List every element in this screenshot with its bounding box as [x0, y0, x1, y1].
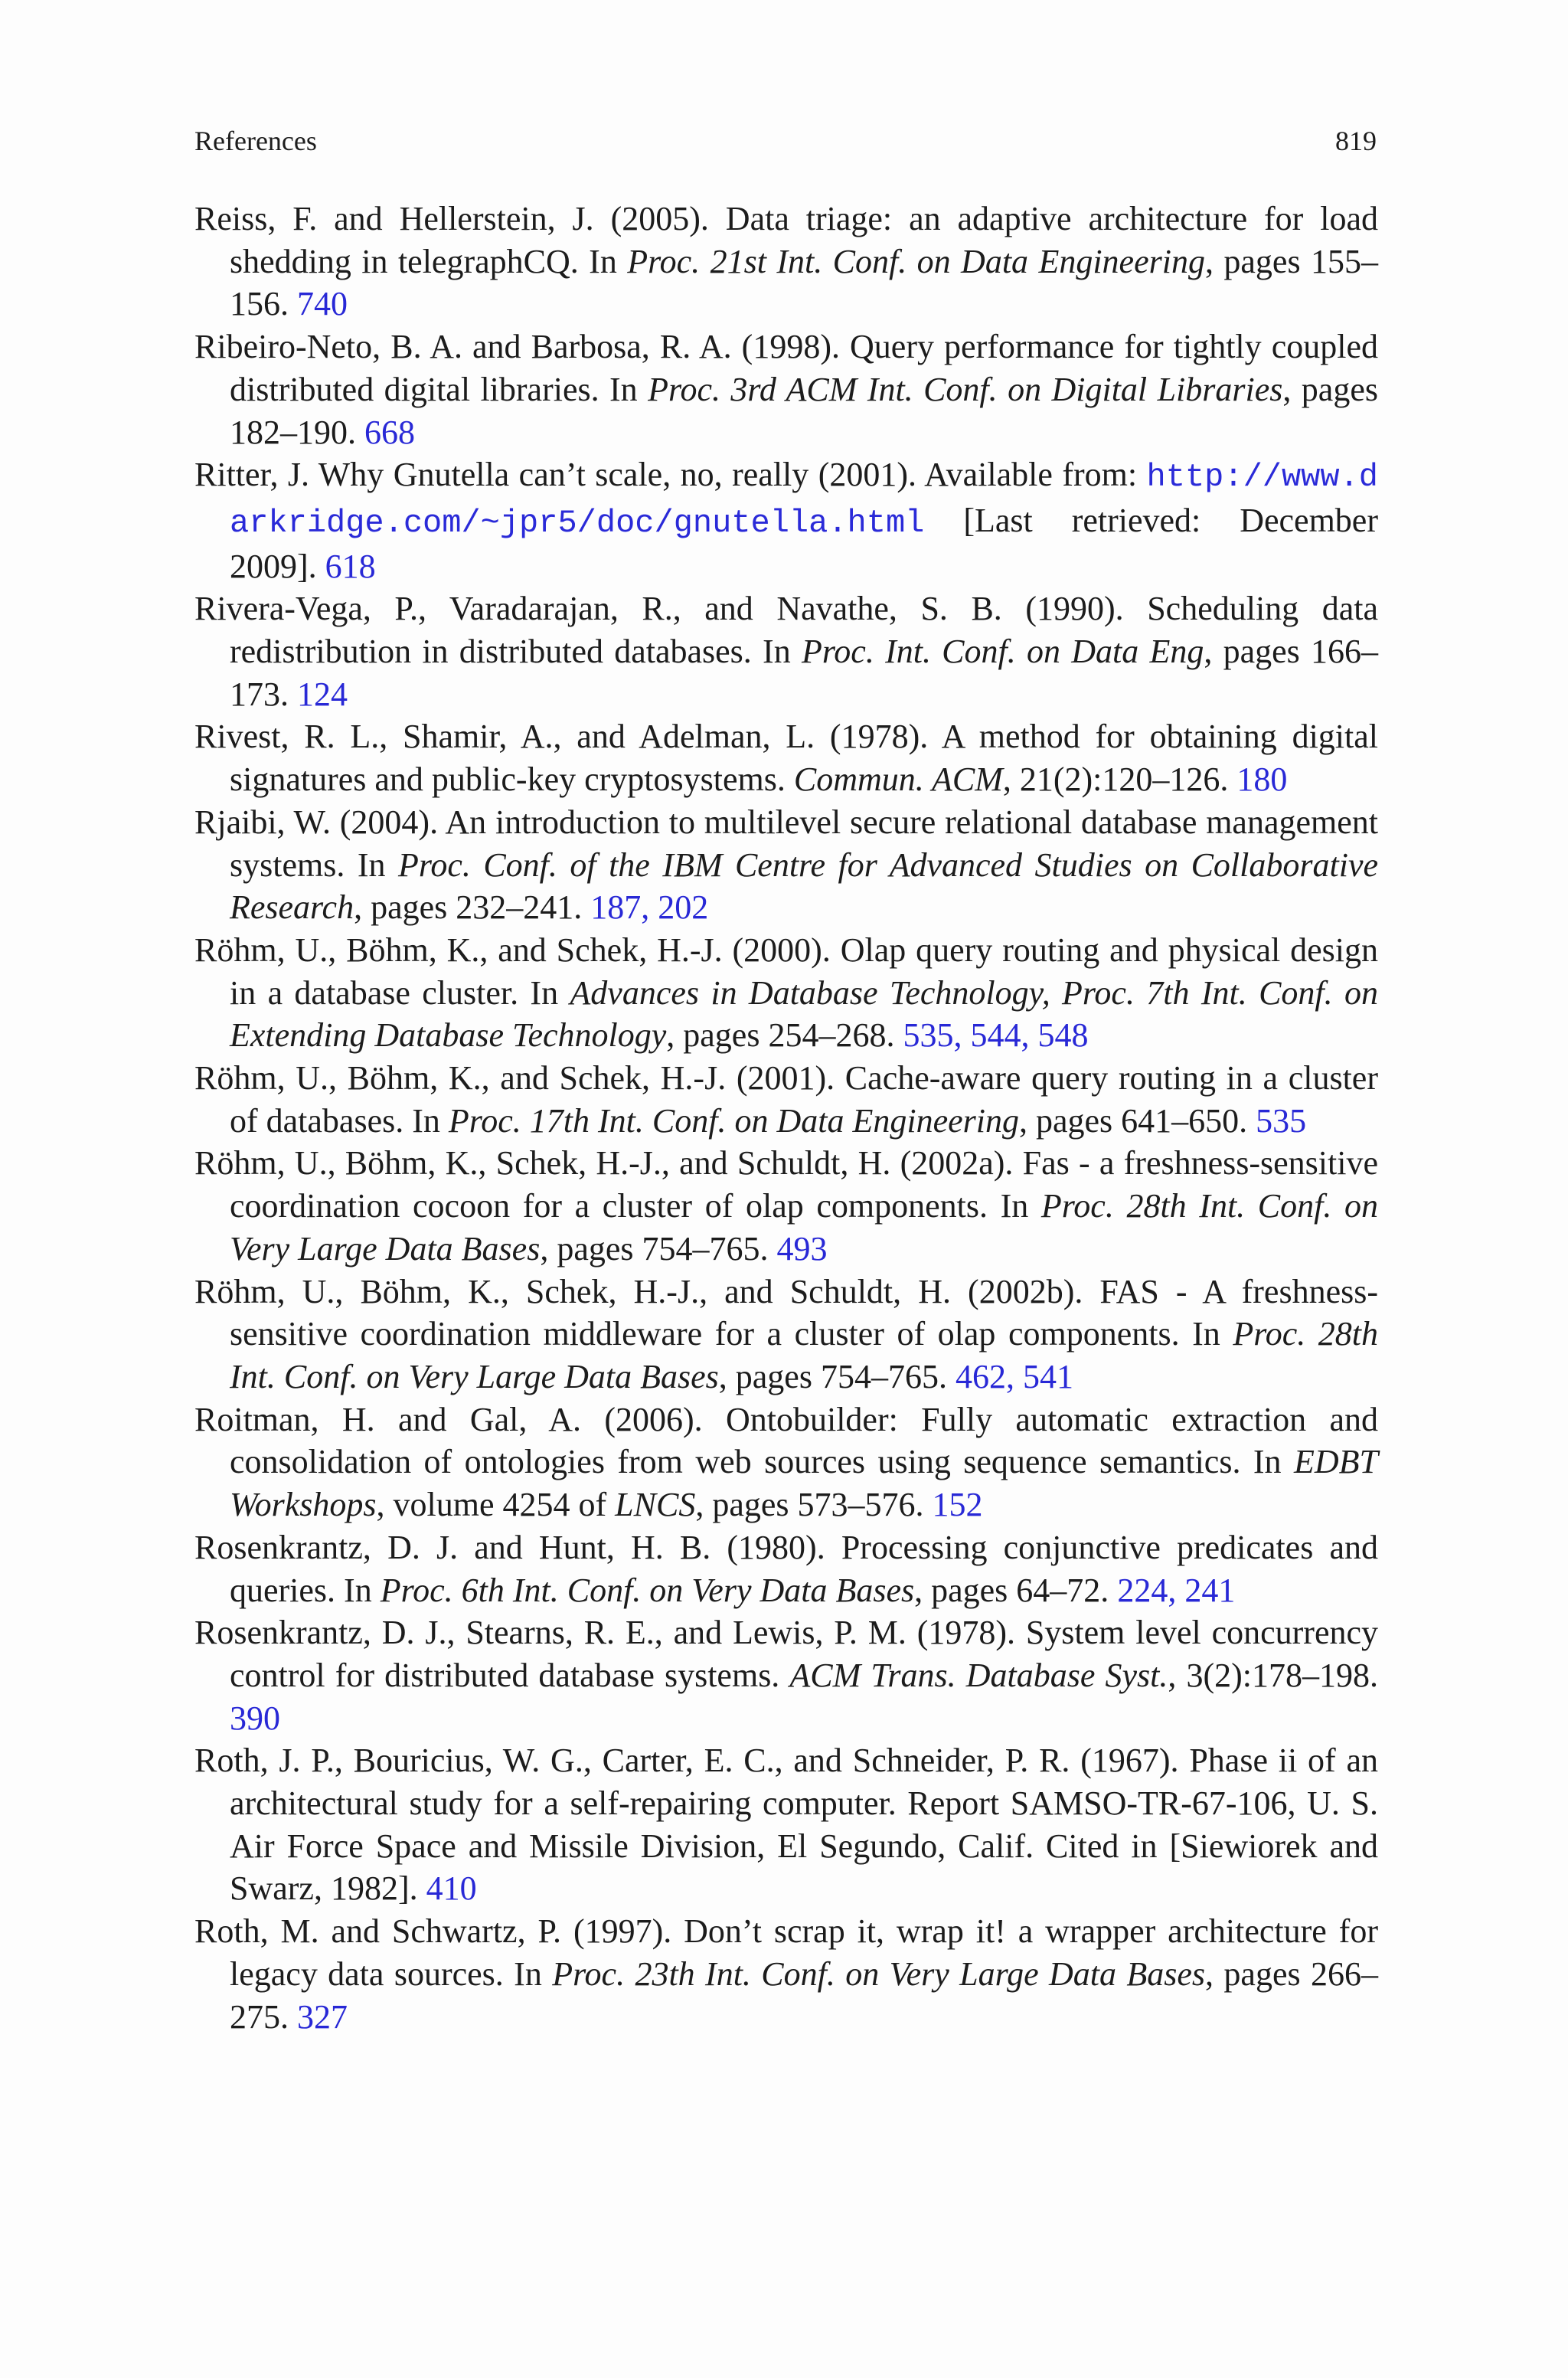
page-number: 819 — [1335, 126, 1377, 156]
backref-page-link[interactable]: 462, 541 — [955, 1357, 1073, 1395]
backref-page-link[interactable]: 180 — [1236, 761, 1288, 799]
reference-text-tail: , pages 64–72. — [914, 1571, 1109, 1609]
reference-text-tail: , pages 754–765. — [718, 1357, 947, 1395]
backref-page-link[interactable]: 327 — [297, 1997, 348, 2036]
reference-url-link[interactable]: http://www.darkridge.com/~jpr5/doc/gnutella.html — [230, 459, 1378, 541]
reference-entry — [194, 1611, 1378, 1739]
reference-entry — [194, 587, 1378, 715]
reference-text: Rosenkrantz, D. J., Stearns, R. E., and Lewis, P. M. (1978). System level concurrency control for distributed database systems. — [194, 1614, 1378, 1694]
reference-venue: Proc. 17th Int. Conf. on Data Engineering — [448, 1101, 1019, 1140]
reference-venue: ACM Trans. Database Syst. — [789, 1656, 1168, 1694]
reference-text: Ribeiro-Neto, B. A. and Barbosa, R. A. (1998). Query performance for tightly coupled distributed digital libraries. In — [194, 328, 1378, 408]
reference-entry — [194, 1398, 1378, 1526]
reference-venue: EDBT Workshops — [230, 1443, 1378, 1524]
reference-text: Ritter, J. Why Gnutella can’t scale, no, really (2001). Available from: — [194, 456, 1147, 494]
reference-venue: Proc. 28th Int. Conf. on Very Large Data Bases — [230, 1315, 1378, 1395]
reference-entry — [194, 198, 1378, 325]
reference-text-tail: , pages 166–173. — [230, 633, 1378, 713]
reference-text-tail: [Last retrieved: December 2009]. — [230, 501, 1378, 585]
backref-page-link[interactable]: 410 — [426, 1869, 477, 1908]
reference-text: Reiss, F. and Hellerstein, J. (2005). Data triage: an adaptive architecture for load shedding in telegraphCQ. In — [194, 200, 1378, 280]
reference-entry — [194, 453, 1378, 587]
backref-page-link[interactable]: 187, 202 — [590, 888, 709, 927]
reference-series: LNCS — [615, 1486, 696, 1524]
reference-venue: Proc. 3rd ACM Int. Conf. on Digital Libraries — [648, 370, 1283, 408]
reference-entry — [194, 1739, 1378, 1910]
reference-text-tail: , pages 641–650. — [1018, 1101, 1248, 1140]
backref-page-link[interactable]: 535 — [1256, 1101, 1307, 1140]
reference-text: Rjaibi, W. (2004). An introduction to multilevel secure relational database management systems. In — [194, 803, 1378, 884]
reference-entry — [194, 715, 1378, 800]
reference-venue: Advances in Database Technology, Proc. 7th Int. Conf. on Extending Database Technology — [230, 973, 1378, 1055]
reference-venue: Proc. 23th Int. Conf. on Very Large Data Bases — [552, 1954, 1206, 1993]
backref-page-link[interactable]: 618 — [325, 547, 376, 585]
reference-text-tail: , pages 254–268. — [666, 1016, 895, 1055]
reference-list — [194, 198, 1378, 2038]
reference-entry — [194, 1910, 1378, 2038]
running-head — [194, 124, 1377, 158]
reference-entry — [194, 1057, 1378, 1142]
reference-venue: Proc. Int. Conf. on Data Eng — [801, 633, 1204, 671]
backref-page-link[interactable]: 493 — [776, 1229, 828, 1268]
reference-text: Rivera-Vega, P., Varadarajan, R., and Navathe, S. B. (1990). Scheduling data redistribution in distributed databases. In — [194, 590, 1378, 671]
reference-entry — [194, 325, 1378, 453]
reference-text-tail: , pages 754–765. — [540, 1229, 769, 1268]
reference-text-tail: , pages 155–156. — [230, 242, 1378, 323]
reference-entry — [194, 1271, 1378, 1398]
reference-venue: Proc. 21st Int. Conf. on Data Engineering — [627, 242, 1205, 280]
reference-text: Rivest, R. L., Shamir, A., and Adelman, L. (1978). A method for obtaining digital signatures and public-key cryptosystems. — [194, 718, 1378, 799]
reference-text-tail: , pages 266–275. — [230, 1954, 1378, 2036]
reference-venue: Proc. Conf. of the IBM Centre for Advanced Studies on Collaborative Research — [230, 846, 1379, 927]
reference-text: Röhm, U., Böhm, K., and Schek, H.-J. (2001). Cache-aware query routing in a cluster of databases. In — [194, 1059, 1378, 1140]
reference-entry — [194, 1526, 1378, 1611]
reference-text-tail: , pages 232–241. — [354, 888, 583, 927]
reference-text-tail: , pages 573–576. — [695, 1486, 924, 1524]
backref-page-link[interactable]: 390 — [230, 1699, 280, 1737]
backref-page-link[interactable]: 535, 544, 548 — [903, 1016, 1089, 1055]
reference-text: Röhm, U., Böhm, K., and Schek, H.-J. (2000). Olap query routing and physical design in a database cluster. In — [194, 931, 1378, 1012]
backref-page-link[interactable]: 224, 241 — [1117, 1571, 1236, 1609]
reference-text: Röhm, U., Böhm, K., Schek, H.-J., and Schuldt, H. (2002a). Fas - a freshness-sensitive coordination cocoon for a cluster of olap components. In — [194, 1144, 1378, 1225]
backref-page-link[interactable]: 152 — [932, 1486, 983, 1524]
reference-venue: Proc. 28th Int. Conf. on Very Large Data Bases — [230, 1187, 1379, 1268]
reference-venue: Proc. 6th Int. Conf. on Very Data Bases — [380, 1571, 915, 1609]
section-title: References — [194, 126, 317, 156]
backref-page-link[interactable]: 668 — [364, 413, 415, 451]
reference-entry — [194, 929, 1378, 1057]
backref-page-link[interactable]: 124 — [297, 675, 348, 713]
backref-page-link[interactable]: 740 — [297, 285, 348, 323]
reference-text: Roth, M. and Schwartz, P. (1997). Don’t scrap it, wrap it! a wrapper architecture for legacy data sources. In — [194, 1912, 1378, 1993]
reference-text: Rosenkrantz, D. J. and Hunt, H. B. (1980). Processing conjunctive predicates and queries. In — [194, 1528, 1378, 1609]
reference-text: Roitman, H. and Gal, A. (2006). Ontobuilder: Fully automatic extraction and consolidation of ontologies from web sources using sequence semantics. In — [194, 1400, 1378, 1481]
reference-venue: Commun. ACM — [793, 761, 1003, 799]
reference-text: Roth, J. P., Bouricius, W. G., Carter, E. C., and Schneider, P. R. (1967). Phase ii of an architectural study for a self-repairing computer. Report SAMSO-TR-67-106, U. S. Air Force Space and Missile Division, El Segundo, Calif. Cited in [Siewiorek and Swarz, 1982]. — [194, 1742, 1378, 1908]
reference-text-tail: , 3(2):178–198. — [1168, 1656, 1378, 1694]
reference-text-tail: , pages 182–190. — [230, 370, 1378, 451]
reference-text-middle: , volume 4254 of — [376, 1486, 616, 1524]
reference-text: Röhm, U., Böhm, K., Schek, H.-J., and Schuldt, H. (2002b). FAS - A freshness-sensitive coordination middleware for a cluster of olap components. In — [194, 1272, 1378, 1353]
reference-entry — [194, 801, 1378, 929]
reference-entry — [194, 1142, 1378, 1270]
reference-text-tail: , 21(2):120–126. — [1002, 761, 1229, 799]
